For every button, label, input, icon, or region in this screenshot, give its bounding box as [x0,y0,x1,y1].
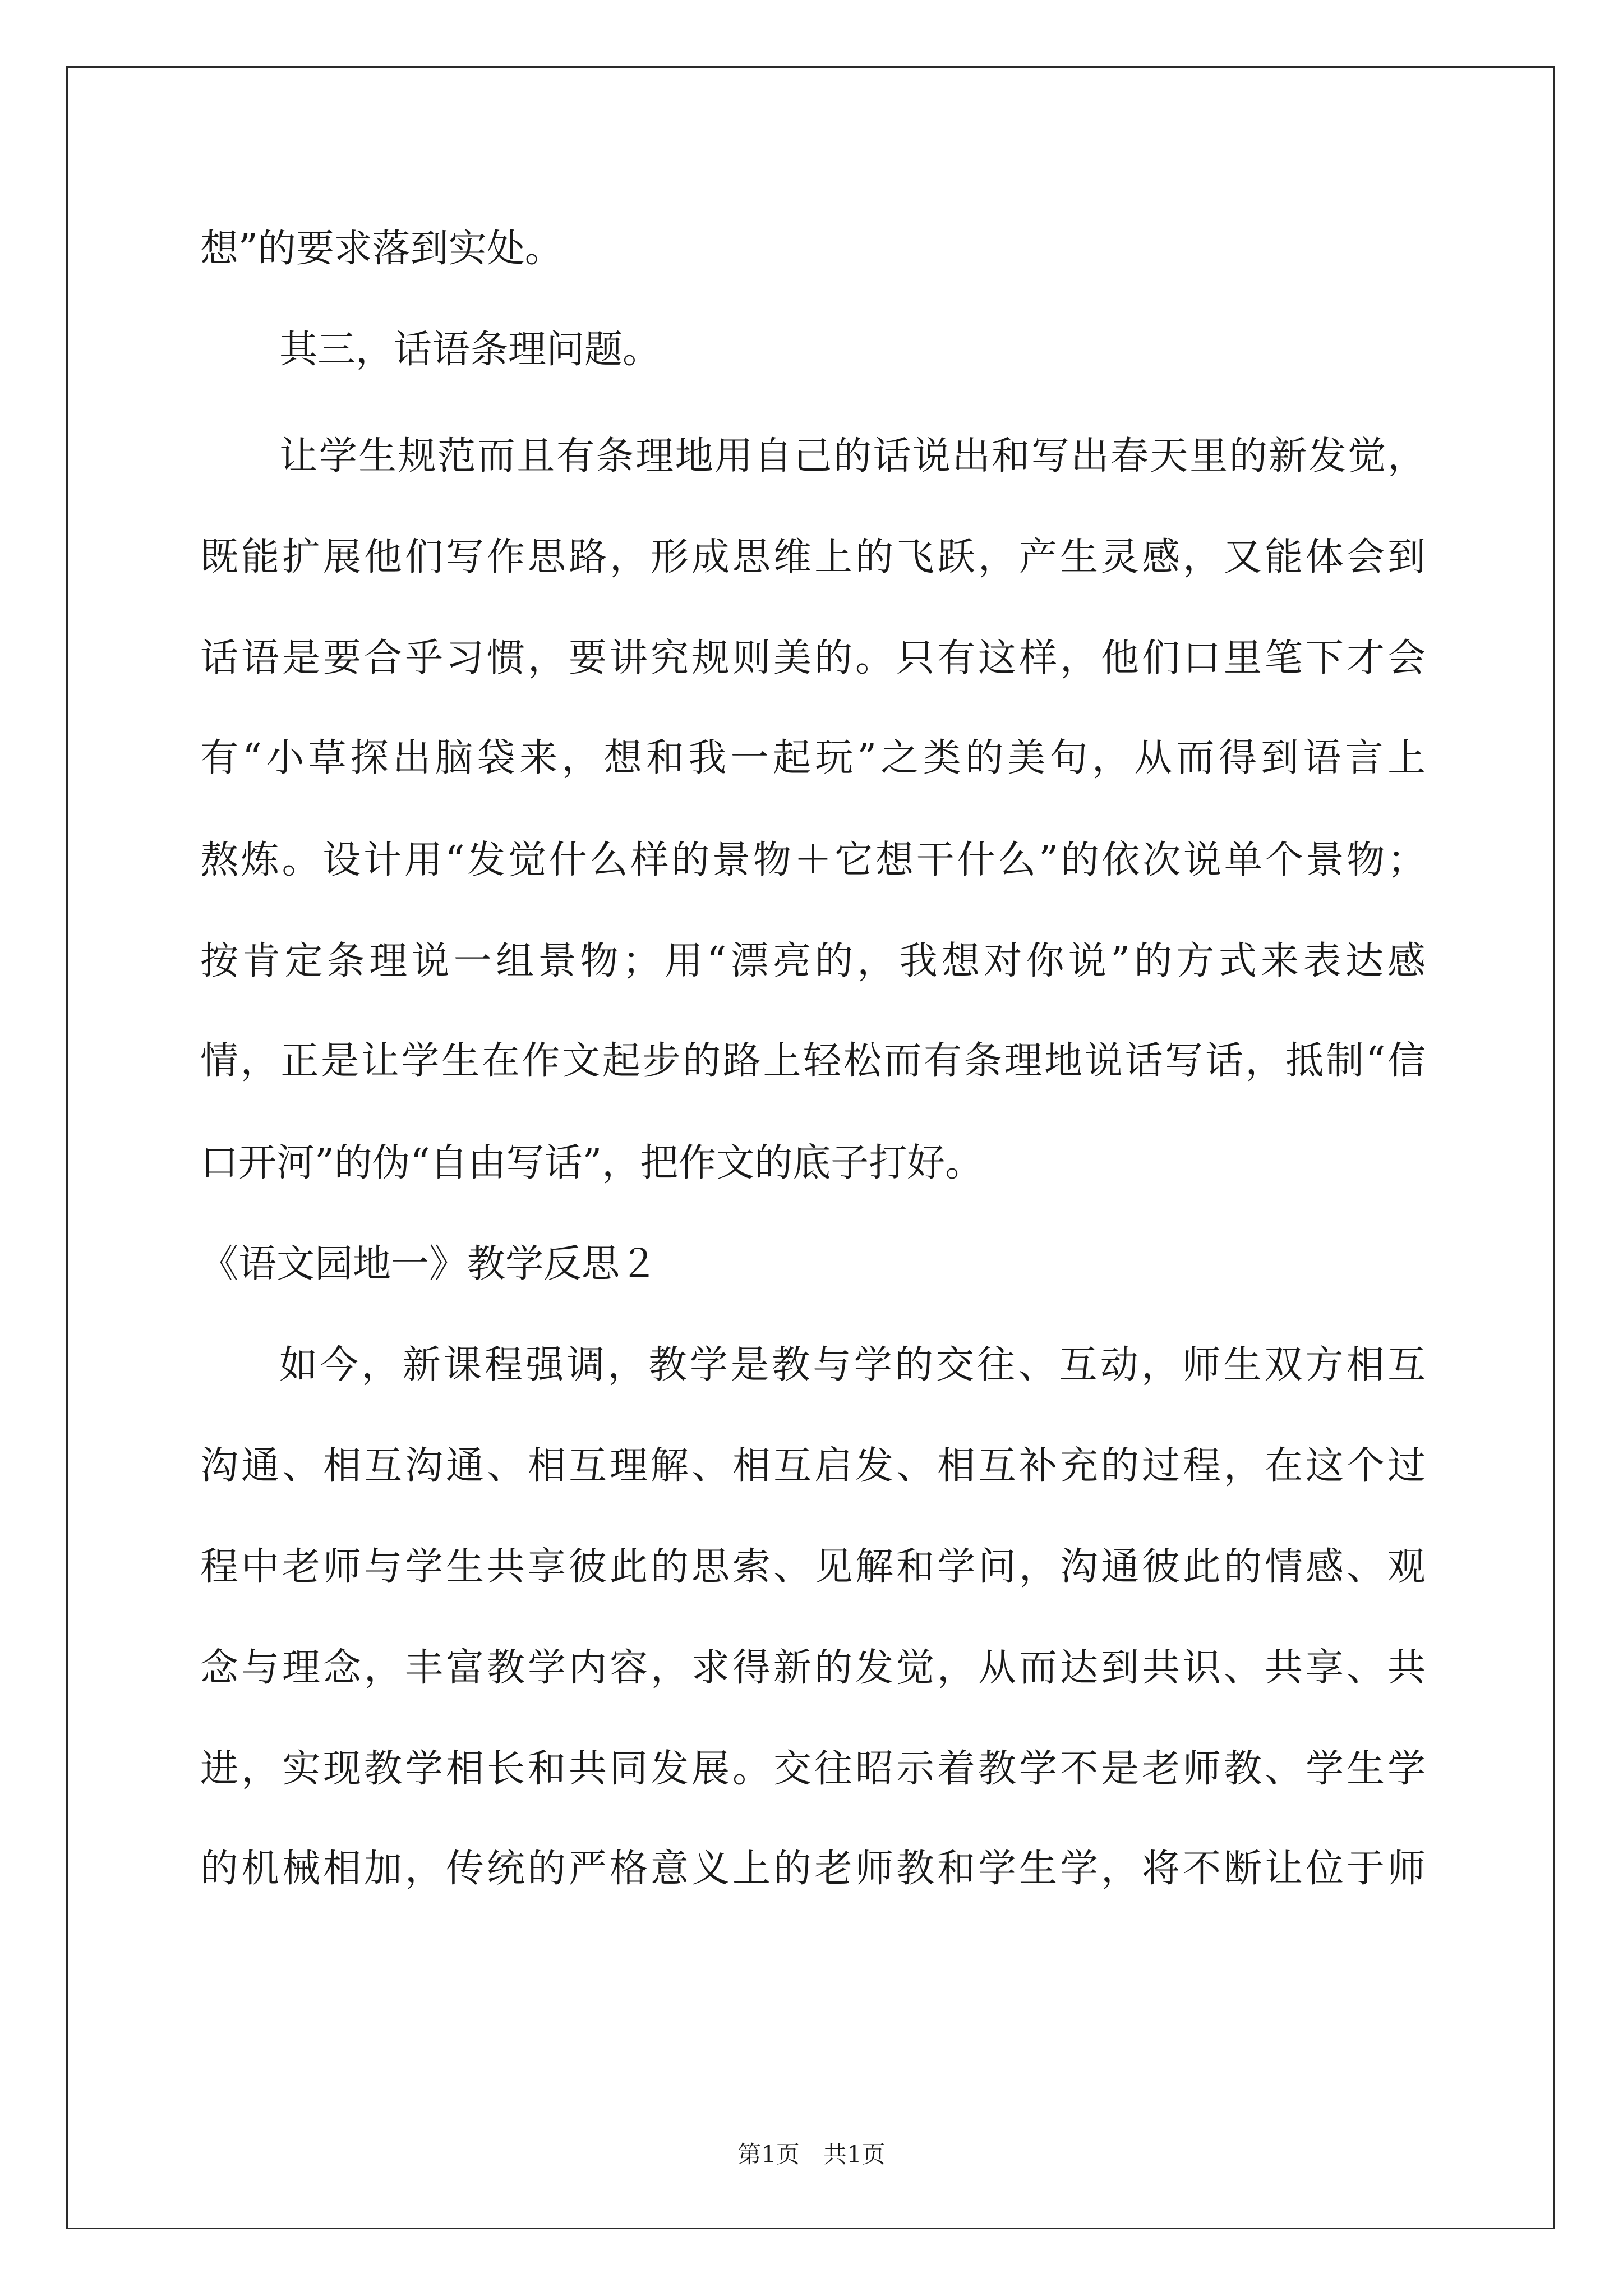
paragraph-first-line: 让学生规范而且有条理地用自己的话说出和写出春天里的新发觉， [279,434,1426,478]
body-line: 口开河”的伪“自由写话”，把作文的底子打好。 [200,1141,984,1185]
body-line: 念与理念，丰富教学内容，求得新的发觉，从而达到共识、共享、共 [200,1646,1426,1690]
body-line: 沟通、相互沟通、相互理解、相互启发、相互补充的过程，在这个过 [200,1444,1426,1488]
body-line: 的机械相加，传统的严格意义上的老师教和学生学，将不断让位于师 [200,1847,1426,1891]
section-heading: 其三，话语条理问题。 [279,328,661,372]
body-line: 想”的要求落到实处。 [200,227,563,271]
body-line: 程中老师与学生共享彼此的思索、见解和学问，沟通彼此的情感、观 [200,1545,1426,1589]
body-line: 情，正是让学生在作文起步的路上轻松而有条理地说话写话，抵制“信 [200,1039,1426,1083]
body-line: 既能扩展他们写作思路，形成思维上的飞跃，产生灵感，又能体会到 [200,535,1426,579]
body-line: 进，实现教学相长和共同发展。交往昭示着教学不是老师教、学生学 [200,1747,1426,1791]
paragraph-first-line: 如今，新课程强调，教学是教与学的交往、互动，师生双方相互 [279,1343,1426,1387]
body-line: 按肯定条理说一组景物；用“漂亮的，我想对你说”的方式来表达感 [200,939,1426,983]
body-line: 熬炼。设计用“发觉什么样的景物＋它想干什么”的依次说单个景物； [200,838,1426,882]
body-line: 有“小草探出脑袋来，想和我一起玩”之类的美句，从而得到语言上 [200,736,1426,780]
body-line: 话语是要合乎习惯，要讲究规则美的。只有这样，他们口里笔下才会 [200,636,1426,680]
page-number-footer: 第1页 共1页 [737,2141,886,2168]
article-title: 《语文园地一》教学反思２ [200,1242,658,1286]
